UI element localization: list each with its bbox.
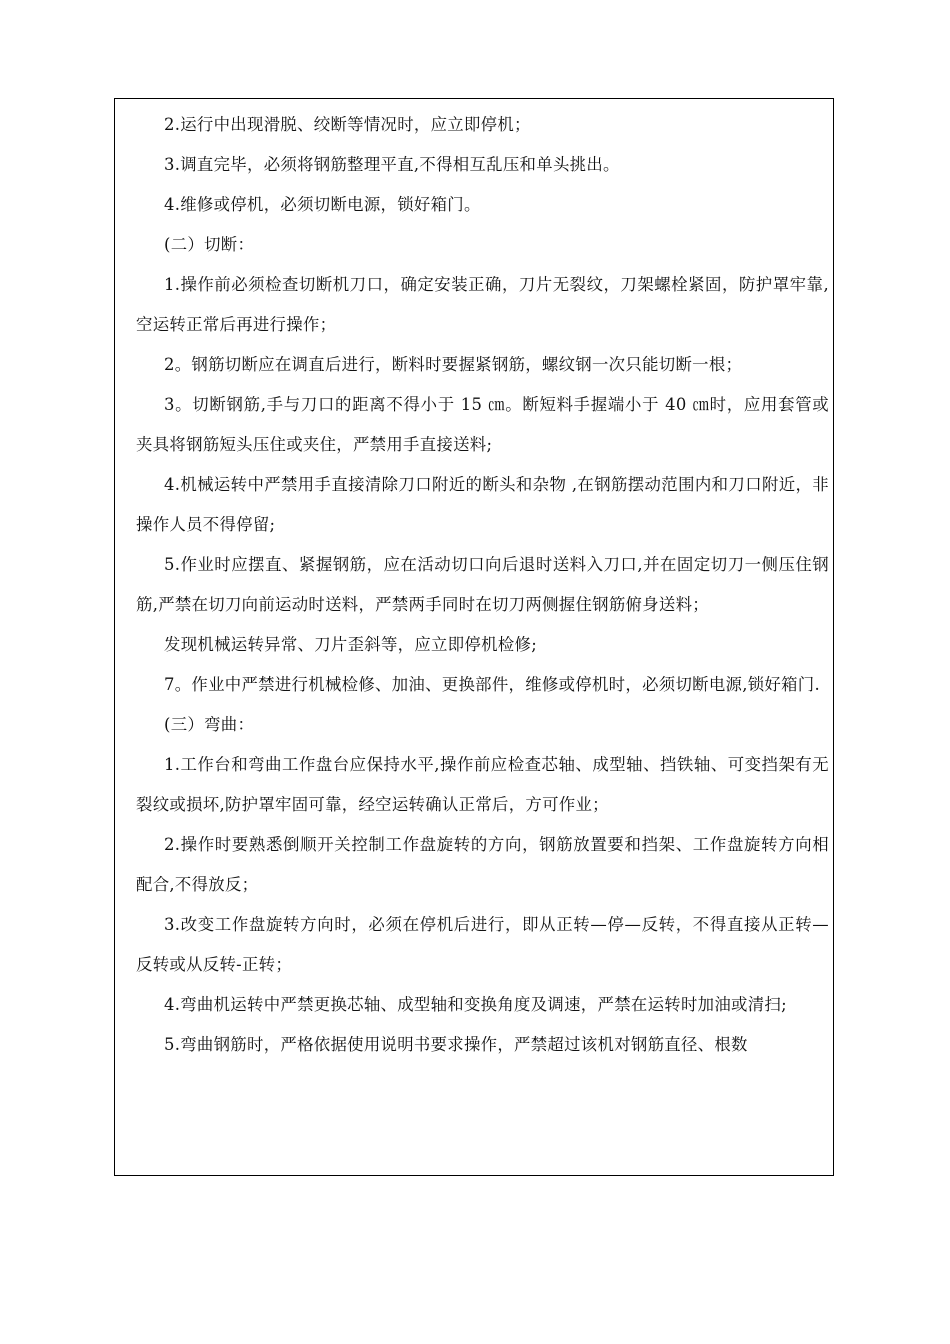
paragraph: 1.工作台和弯曲工作盘台应保持水平,操作前应检查芯轴、成型轴、挡铁轴、可变挡架有无裂纹或损坏,防护罩牢固可靠，经空运转确认正常后，方可作业；	[136, 755, 829, 814]
paragraph: 1.操作前必须检查切断机刀口，确定安装正确，刀片无裂纹，刀架螺栓紧固，防护罩牢靠,空运转正常后再进行操作；	[136, 275, 829, 334]
paragraph: 3.调直完毕，必须将钢筋整理平直,不得相互乱压和单头挑出。	[164, 155, 620, 174]
paragraph: 4.维修或停机，必须切断电源，锁好箱门。	[164, 195, 481, 214]
paragraph: 7。作业中严禁进行机械检修、加油、更换部件，维修或停机时，必须切断电源,锁好箱门.	[164, 675, 820, 694]
paragraph: 4.弯曲机运转中严禁更换芯轴、成型轴和变换角度及调速，严禁在运转时加油或清扫;	[164, 995, 787, 1014]
paragraph: 5.作业时应摆直、紧握钢筋，应在活动切口向后退时送料入刀口,并在固定切刀一侧压住钢筋,严禁在切刀向前运动时送料，严禁两手同时在切刀两侧握住钢筋俯身送料；	[136, 555, 829, 614]
paragraph: 2.运行中出现滑脱、绞断等情况时，应立即停机；	[164, 115, 531, 134]
paragraph: 3.改变工作盘旋转方向时，必须在停机后进行，即从正转—停—反转，不得直接从正转—反转或从反转-正转；	[136, 915, 829, 974]
paragraph: 2.操作时要熟悉倒顺开关控制工作盘旋转的方向，钢筋放置要和挡架、工作盘旋转方向相配合,不得放反；	[136, 835, 829, 894]
paragraph: 4.机械运转中严禁用手直接清除刀口附近的断头和杂物 ,在钢筋摆动范围内和刀口附近，非操作人员不得停留;	[136, 475, 829, 534]
content-frame	[114, 98, 834, 1176]
paragraph: 发现机械运转异常、刀片歪斜等，应立即停机检修;	[164, 635, 538, 654]
paragraph: 5.弯曲钢筋时，严格依据使用说明书要求操作，严禁超过该机对钢筋直径、根数	[164, 1035, 748, 1054]
paragraph: 2。钢筋切断应在调直后进行，断料时要握紧钢筋，螺纹钢一次只能切断一根；	[164, 355, 743, 374]
paragraph: 3。切断钢筋,手与刀口的距离不得小于 15 ㎝。断短料手握端小于 40 ㎝时，应用套管或夹具将钢筋短头压住或夹住，严禁用手直接送料;	[136, 395, 829, 454]
section-heading: (三）弯曲：	[164, 715, 255, 734]
section-heading: (二）切断：	[164, 235, 255, 254]
